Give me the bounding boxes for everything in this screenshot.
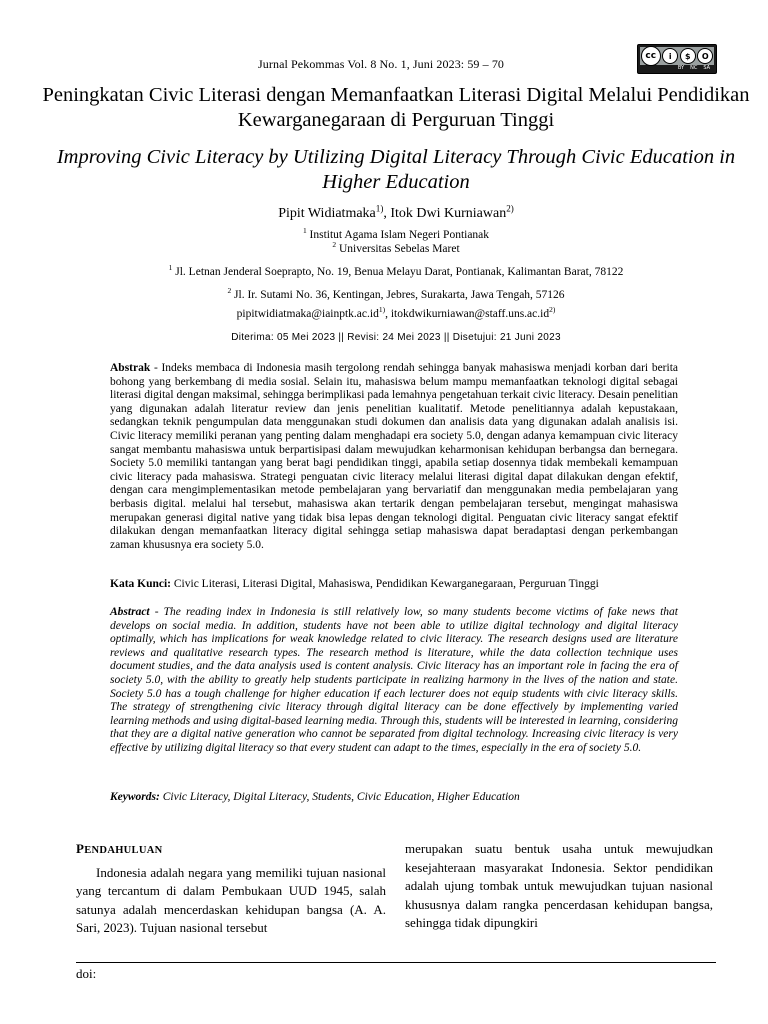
cc-license-badge[interactable] xyxy=(637,44,717,74)
keywords-indonesian xyxy=(110,578,690,590)
submission-dates: Diterima: 05 Mei 2023 || Revisi: 24 Mei 2023 || Disetujui: 21 Juni 2023 xyxy=(231,332,561,343)
affiliation-2 xyxy=(40,240,752,255)
address-1-sup: 1 xyxy=(168,263,173,273)
title-english: Improving Civic Literacy by Utilizing Digital Literacy Through Civic Education in Higher Education xyxy=(56,146,736,193)
footer-divider xyxy=(76,962,716,963)
cc-icon: cc xyxy=(641,46,661,66)
intro-paragraph-right: merupakan suatu bentuk usaha untuk mewujudkan kesejahteraan masyarakat Indonesia. Sektor pendidikan adalah ujung tombak untuk mewujudkan tujuan nasional khususnya dalam rangka pencerdasan kehidupan bangsa, sehingga tidak dipungkiri xyxy=(405,841,713,931)
abstract-english xyxy=(110,606,678,756)
affiliation-2-sup: 2 xyxy=(332,240,337,250)
abstract-en-text: - The reading index in Indonesia is still relatively low, so many students become victims of fake news that develops on social media. In addition, students have not been able to utilize digital technology and digital literacy optimally, which has implications for weak knowledge related to civic literacy. The research designs used are literature reviews and qualitative research types. The research method is literature, while the data collection technique uses document studies, and the data analysis used is content analysis. Civic literacy has an important role in facing the era of society 5.0, with the ability to greatly help students participate in realizing harmony in the lives of the nation and state. Society 5.0 has a tough challenge for higher education if each lecturer does not equip students with civic literacy skills. The strategy of strengthening civic literacy through digital literacy can be done effectively by implementing varied learning methods and using digital-based learning media. Through this, students will be interested in learning, considering that they are a digital native generation who cannot be separated from digital technology. Increasing civic literacy is very effective by utilizing digital literacy so that every student can adapt to the times, especially in the era of society 5.0. xyxy=(110,606,678,754)
sa-icon: O xyxy=(697,48,713,64)
affiliation-1-sup: 1 xyxy=(302,226,307,236)
author-emails xyxy=(40,305,752,320)
address-2 xyxy=(40,286,752,301)
email-separator: , xyxy=(385,308,391,320)
heading-initial: P xyxy=(76,841,85,856)
sa-label: SA xyxy=(703,65,710,71)
journal-citation: Jurnal Pekommas Vol. 8 No. 1, Juni 2023: 59 – 70 xyxy=(258,57,505,71)
heading-rest: ENDAHULUAN xyxy=(84,845,163,856)
email-2-link[interactable]: itokdwikurniawan@staff.uns.ac.id xyxy=(390,308,550,320)
section-heading-pendahuluan xyxy=(76,840,386,861)
author-list xyxy=(40,203,752,222)
affiliation-1-text: Institut Agama Islam Negeri Pontianak xyxy=(306,229,490,241)
address-2-text: Jl. Ir. Sutami No. 36, Kentingan, Jebres, Surakarta, Jawa Tengah, 57126 xyxy=(231,289,565,301)
intro-column-right xyxy=(405,840,713,933)
by-icon: i xyxy=(662,48,678,64)
email-2-sup: 2) xyxy=(549,305,556,315)
author-1: Pipit Widiatmaka xyxy=(278,206,376,221)
abstract-indonesian xyxy=(110,362,678,552)
keywords-id-label: Kata Kunci: xyxy=(110,578,172,590)
license-icons xyxy=(640,47,714,65)
email-1-sup: 1) xyxy=(378,305,386,315)
keywords-id-text: Civic Literasi, Literasi Digital, Mahasiswa, Pendidikan Kewarganegaraan, Perguruan Tinggi xyxy=(171,578,599,590)
email-1-link[interactable]: pipitwidiatmaka@iainptk.ac.id xyxy=(236,308,379,320)
by-label: BY xyxy=(677,65,685,71)
author-1-sup: 1) xyxy=(375,203,384,214)
license-labels xyxy=(640,65,714,72)
abstract-id-text: - Indeks membaca di Indonesia masih tergolong rendah sehingga banyak mahasiswa menjadi korban dari berita bohong yang berkembang di media sosial. Selain itu, mahasiswa belum mampu memanfaatkan teknologi digital sebagai literasi digital dengan maksimal, sehingga berimplikasi pada lemahnya pengetahuan terkait civic literacy. Desain penelitian yang digunakan adalah literatur review dan jenis penelitian kualitatif. Metode penelitiannya adalah kepustakaan, sedangkan teknik pengumpulan data menggunakan studi dokumen dan analisis data yang digunakan adalah analisis isi. Civic literacy memiliki peranan yang penting dalam menghadapi era society 5.0, dengan adanya kemampuan civic literacy sangat membantu mahasiswa untuk berpartisipasi dalam mewujudkan keharmonisan kehidupan berbangsa dan bernegara. Society 5.0 memiliki tantangan yang berat bagi pendidikan tinggi, apabila setiap dosennya tidak membekali kemampuan civic literacy pada mahasiswa. Strategi penguatan civic literacy melalui literasi digital dapat dilakukan dengan efektif, dengan cara mengimplementasikan metode pembelajaran yang bervariatif dan menggunakan media pembelajaran yang berbasis digital. melalui hal tersebut, mahasiswa akan tertarik dengan pembelajaran tersebut, mengingat mahasiswa merupakan generasi digital native yang tidak bisa lepas dengan teknologi digital. Penguatan civic literacy sangat efektif dilakukan dengan memanfaatkan literacy digital sehingga setiap mahasiswa dapat beradaptasi dengan perkembangan zaman khususnya era society 5.0. xyxy=(110,362,678,551)
author-2: Itok Dwi Kurniawan xyxy=(390,206,507,221)
affiliation-2-text: Universitas Sebelas Maret xyxy=(336,243,460,255)
intro-column-left xyxy=(76,840,386,938)
abstract-id-label: Abstrak xyxy=(110,362,151,374)
nc-icon: $ xyxy=(680,48,696,64)
affiliation-1 xyxy=(40,226,752,241)
title-indonesian: Peningkatan Civic Literasi dengan Memanfaatkan Literasi Digital Melalui Pendidikan Kewarganegaraan di Perguruan Tinggi xyxy=(42,84,750,131)
author-2-sup: 2) xyxy=(506,203,514,214)
address-1-text: Jl. Letnan Jenderal Soeprapto, No. 19, Benua Melayu Darat, Pontianak, Kalimantan Barat, 78122 xyxy=(172,266,624,278)
abstract-en-label: Abstract xyxy=(110,606,150,618)
nc-label: NC xyxy=(690,65,698,71)
author-separator: , xyxy=(383,206,391,221)
address-1 xyxy=(40,263,752,278)
keywords-en-text: Civic Literacy, Digital Literacy, Students, Civic Education, Higher Education xyxy=(159,791,520,803)
keywords-english xyxy=(110,791,690,803)
address-2-sup: 2 xyxy=(227,286,232,296)
keywords-en-label: Keywords: xyxy=(110,791,160,803)
intro-paragraph-left: Indonesia adalah negara yang memiliki tujuan nasional yang tercantum di dalam Pembukaan UUD 1945, salah satunya adalah mencerdaskan kehidupan bangsa (A. A. Sari, 2023). Tujuan nasional tersebut xyxy=(76,864,386,936)
doi-label: doi: xyxy=(76,966,97,981)
